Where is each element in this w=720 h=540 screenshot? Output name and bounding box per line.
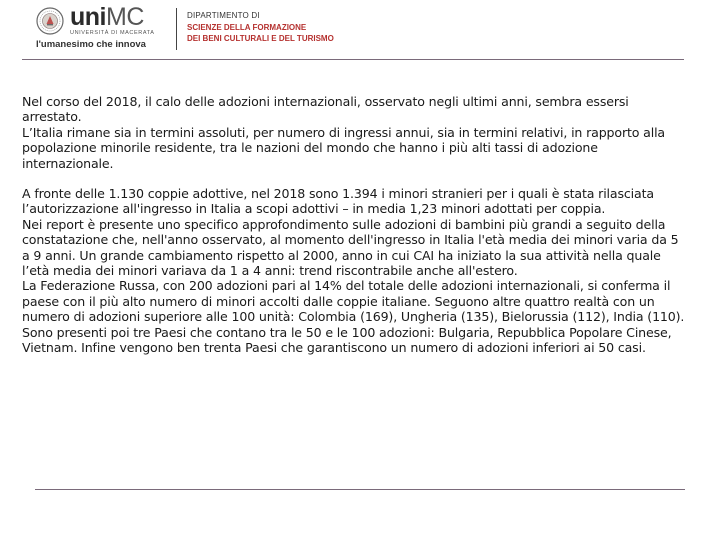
brand-suffix: MC [106,3,144,31]
tagline: l'umanesimo che innova [36,39,146,50]
university-seal-icon [36,7,64,35]
paragraph: La Federazione Russa, con 200 adozioni pari al 14% del totale delle adozioni internazionali, si conferma il paese con il più alto numero di minori accolti dalle coppie italiane. Seguono altre quattro realtà con un numero di adozioni superiore alle 100 unità: Colombia (169), Ungheria (135), Bielorussia (112), India (110). Sono presenti poi tre Paesi che contano tra le 50 e le 100 adozioni: Bulgaria, Repubblica Popolare Cinese, Vietnam. Infine vengono ben trenta Paesi che garantiscono un numero di adozioni inferiori ai 50 casi. [22,278,685,356]
top-rule [22,59,684,60]
header-divider [176,8,177,50]
paragraph: Nel corso del 2018, il calo delle adozioni internazionali, osservato negli ultimi anni, sembra essersi arrestato. [22,94,629,125]
brand-main: uni [70,3,106,31]
paragraph: A fronte delle 1.130 coppie adottive, nel 2018 sono 1.394 i minori stranieri per i quali è stata rilasciata l’autorizzazione all'ingresso in Italia a scopi adottivi – in media 1,23 minori adottati per coppia. [22,186,654,217]
paragraph: Nei report è presente uno specifico approfondimento sulle adozioni di bambini più grandi a seguito della constatazione che, nell'anno osservato, al momento dell'ingresso in Italia l'età media dei minori varia da 5 a 9 anni. Un grande cambiamento rispetto al 2000, anno in cui CAI ha iniziato la sua attività nella quale l’età media dei minori variava da 1 a 4 anni: trend riscontrabile anche all'estero. [22,216,679,279]
header [0,0,720,62]
paragraph: L’Italia rimane sia in termini assoluti, per numero di ingressi annui, sia in termini relativi, in rapporto alla popolazione minorile residente, tra le nazioni del mondo che hanno i più alti tassi di adozione internazionale. [22,124,666,171]
bottom-rule [35,489,685,490]
department-line-3: DEI BENI CULTURALI E DEL TURISMO [187,34,334,43]
brand-logo [70,3,144,31]
slide-body [22,94,688,356]
department-line-2: SCIENZE DELLA FORMAZIONE [187,22,307,32]
department-line-1: DIPARTIMENTO DI [187,11,260,20]
department-name [187,10,334,45]
university-name: UNIVERSITÀ DI MACERATA [70,30,155,36]
